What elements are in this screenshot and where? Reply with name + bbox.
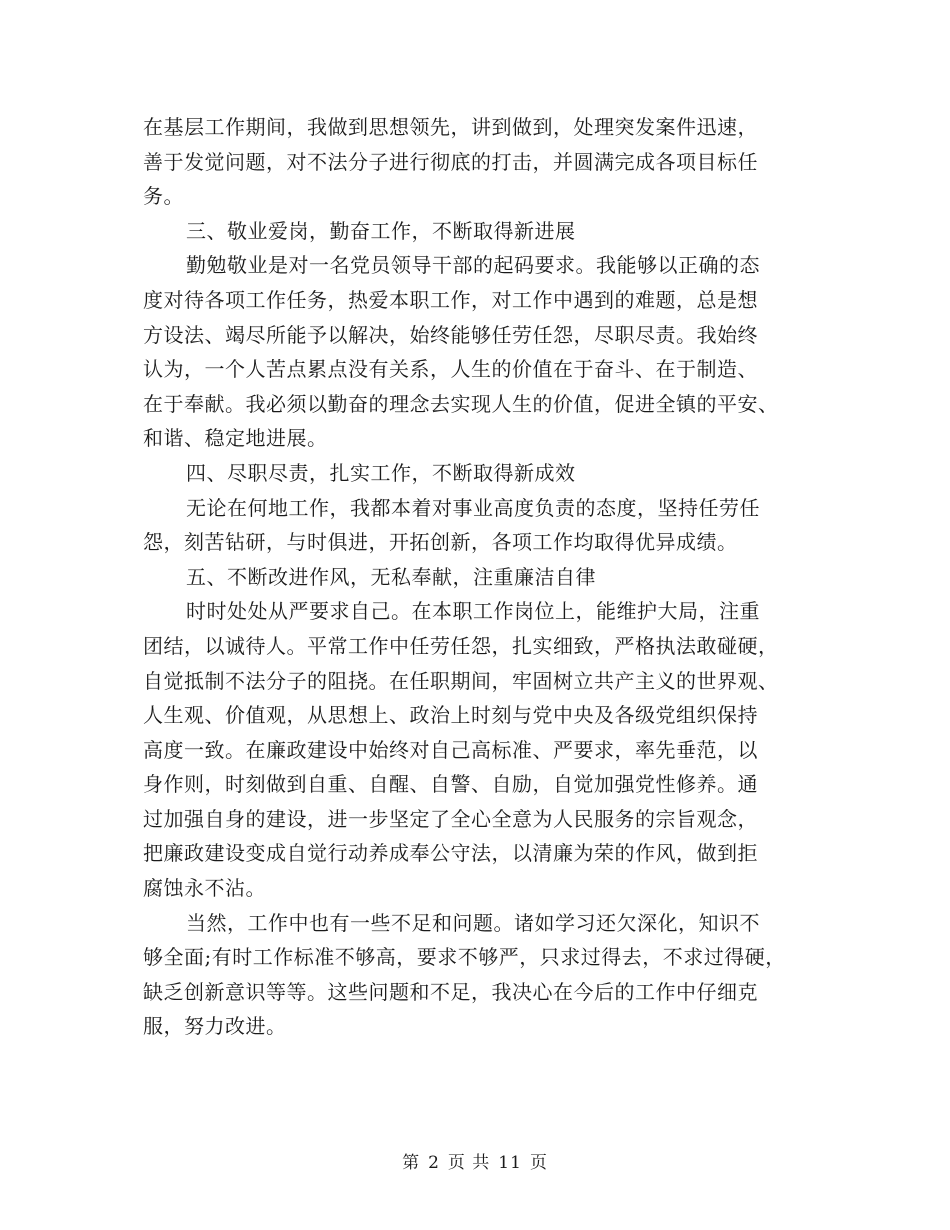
text-line: 勤勉敬业是对一名党员领导干部的起码要求。我能够以正确的态	[186, 253, 760, 278]
page-footer	[0, 1148, 950, 1173]
text-line: 人生观、价值观，从思想上、政治上时刻与党中央及各级党组织保持	[143, 703, 758, 728]
text-line: 服，努力改进。	[143, 1014, 287, 1039]
text-line: 够全面;有时工作标准不够高，要求不够严，只求过得去，不求过得硬，	[143, 945, 786, 970]
footer-total-pages: 11	[498, 1153, 522, 1173]
footer-middle: 页 共	[447, 1153, 491, 1173]
text-line: 和谐、稳定地进展。	[143, 426, 328, 451]
text-line: 团结，以诚待人。平常工作中任劳任怨，扎实细致，严格执法敢碰硬，	[143, 633, 779, 658]
footer-current-page: 2	[428, 1153, 440, 1173]
text-line: 腐蚀永不沾。	[143, 876, 266, 901]
text-line: 时时处处从严要求自己。在本职工作岗位上，能维护大局，注重	[186, 599, 760, 624]
text-line: 度对待各项工作任务，热爱本职工作，对工作中遇到的难题，总是想	[143, 287, 758, 312]
text-line: 在基层工作期间，我做到思想领先，讲到做到，处理突发案件迅速，	[143, 115, 758, 139]
text-line: 在于奉献。我必须以勤奋的理念去实现人生的价值，促进全镇的平安、	[143, 391, 779, 416]
footer-prefix: 第	[402, 1153, 421, 1173]
text-line: 怨，刻苦钻研，与时俱进，开拓创新，各项工作均取得优异成绩。	[143, 530, 738, 555]
text-line: 三、敬业爱岗，勤奋工作，不断取得新进展	[186, 218, 576, 243]
text-line: 高度一致。在廉政建设中始终对自己高标准、严要求，率先垂范，以	[143, 737, 758, 762]
text-line: 五、不断改进作风，无私奉献，注重廉洁自律	[186, 564, 596, 589]
document-body	[143, 110, 813, 1044]
text-line: 无论在何地工作，我都本着对事业高度负责的态度，坚持任劳任	[186, 495, 760, 520]
text-line: 身作则，时刻做到自重、自醒、自警、自励，自觉加强党性修养。通	[143, 772, 758, 797]
text-line: 方设法、竭尽所能予以解决，始终能够任劳任怨，尽职尽责。我始终	[143, 322, 758, 347]
text-line: 认为，一个人苦点累点没有关系，人生的价值在于奋斗、在于制造、	[143, 357, 758, 382]
text-line: 善于发觉问题，对不法分子进行彻底的打击，并圆满完成各项目标任	[143, 149, 758, 174]
text-line: 四、尽职尽责，扎实工作，不断取得新成效	[186, 460, 576, 485]
text-line: 过加强自身的建设，进一步坚定了全心全意为人民服务的宗旨观念，	[143, 806, 758, 831]
footer-suffix: 页	[529, 1153, 548, 1173]
text-line: 当然，工作中也有一些不足和问题。诸如学习还欠深化，知识不	[186, 910, 760, 935]
text-line: 缺乏创新意识等等。这些问题和不足，我决心在今后的工作中仔细克	[143, 979, 758, 1004]
text-line: 务。	[143, 184, 184, 209]
text-line: 把廉政建设变成自觉行动养成奉公守法，以清廉为荣的作风，做到拒	[143, 841, 758, 866]
text-line: 自觉抵制不法分子的阻挠。在任职期间，牢固树立共产主义的世界观、	[143, 668, 779, 693]
